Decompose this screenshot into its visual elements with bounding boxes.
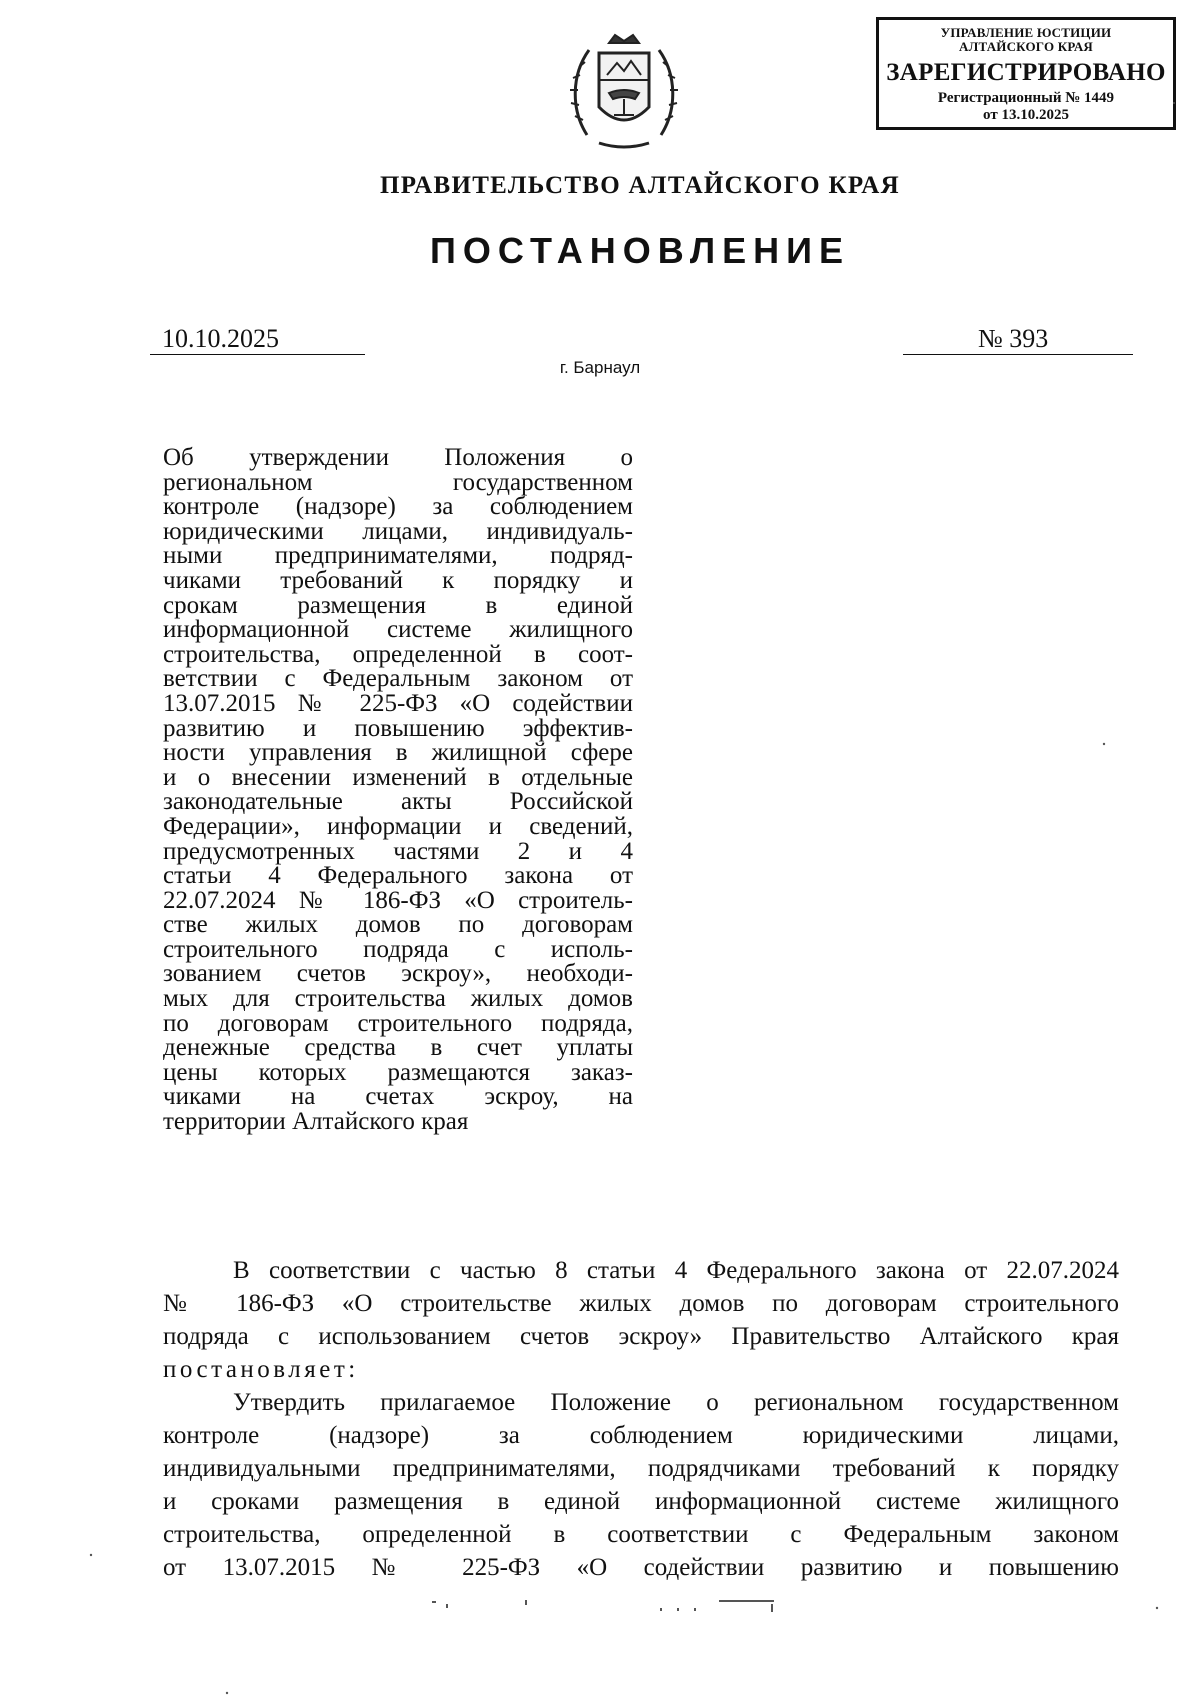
document-title	[163, 446, 633, 1135]
title-line: строительного подряда с исполь-	[163, 935, 633, 963]
coat-of-arms-emblem	[569, 25, 679, 155]
title-line: чиками требований к порядку и	[163, 566, 633, 594]
document-date: 10.10.2025	[150, 324, 365, 355]
title-line: информационной системе жилищного	[163, 616, 633, 644]
body-line: Утвердить прилагаемое Положение о региональном государственном	[233, 1389, 1119, 1416]
title-line: развитию и повышению эффектив-	[163, 714, 633, 742]
document-type: ПОСТАНОВЛЕНИЕ	[430, 230, 850, 271]
title-line: цены которых размещаются заказ-	[163, 1058, 633, 1086]
title-line: контроле (надзоре) за соблюдением	[163, 493, 633, 521]
title-line: региональном государственном	[163, 468, 633, 496]
body-line: контроле (надзоре) за соблюдением юридическими лицами,	[163, 1422, 1119, 1449]
title-line: 13.07.2015 № 225-ФЗ «О содействии	[163, 689, 633, 717]
stamp-reg-number: Регистрационный № 1449	[937, 90, 1115, 106]
title-line: ности управления в жилищной сфере	[163, 739, 633, 767]
body-line: подряда с использованием счетов эскроу» Правительство Алтайского края	[163, 1323, 1119, 1350]
title-line: и о внесении изменений в отдельные	[163, 763, 633, 791]
title-line: стве жилых домов по договорам	[163, 911, 633, 939]
title-line: юридическими лицами, индивидуаль-	[163, 517, 633, 545]
body-line: от 13.07.2015 № 225-ФЗ «О содействии развитию и повышению	[163, 1554, 1119, 1581]
title-line: предусмотренных частями 2 и 4	[163, 837, 633, 865]
stamp-reg-date: от 13.10.2025	[983, 107, 1069, 123]
title-line: мых для строительства жилых домов	[163, 985, 633, 1013]
title-line: денежные средства в счет уплаты	[163, 1034, 633, 1062]
title-line: 22.07.2024 № 186-ФЗ «О строитель-	[163, 886, 633, 914]
body-line: В соответствии с частью 8 статьи 4 Федерального закона от 22.07.2024	[233, 1257, 1119, 1284]
title-line: срокам размещения в единой	[163, 591, 633, 619]
title-line: по договорам строительного подряда,	[163, 1009, 633, 1037]
authority-name: ПРАВИТЕЛЬСТВО АЛТАЙСКОГО КРАЯ	[380, 172, 900, 199]
title-line: статьи 4 Федерального закона от	[163, 862, 633, 890]
document-number: № 393	[903, 324, 1133, 355]
stamp-status: ЗАРЕГИСТРИРОВАНО	[886, 59, 1166, 86]
title-line: ными предпринимателями, подряд-	[163, 542, 633, 570]
body-line: индивидуальными предпринимателями, подрядчиками требований к порядку	[163, 1455, 1119, 1482]
body-line: строительства, определенной в соответствии с Федеральным законом	[163, 1521, 1119, 1548]
body-line: № 186-ФЗ «О строительстве жилых домов по договорам строительного	[163, 1290, 1119, 1317]
document-city: г. Барнаул	[559, 358, 641, 377]
stamp-org-line1: УПРАВЛЕНИЕ ЮСТИЦИИ	[940, 25, 1112, 40]
document-body	[163, 1254, 1119, 1584]
title-line: зованием счетов эскроу», необходи-	[163, 960, 633, 988]
title-line: ветствии с Федеральным законом от	[163, 665, 633, 693]
title-line: территории Алтайского края	[163, 1108, 469, 1136]
title-line: чиками на счетах эскроу, на	[163, 1083, 633, 1111]
title-line: Федерации», информации и сведений,	[163, 812, 633, 840]
title-line: Об утверждении Положения о	[163, 444, 633, 471]
title-line: законодательные акты Российской	[163, 788, 633, 816]
registration-stamp	[876, 17, 1176, 130]
body-line: и сроками размещения в единой информационной системе жилищного	[163, 1488, 1119, 1515]
title-line: строительства, определенной в соот-	[163, 640, 633, 668]
stamp-org-line2: АЛТАЙСКОГО КРАЯ	[959, 39, 1093, 54]
resolve-word: постановляет:	[163, 1356, 359, 1383]
